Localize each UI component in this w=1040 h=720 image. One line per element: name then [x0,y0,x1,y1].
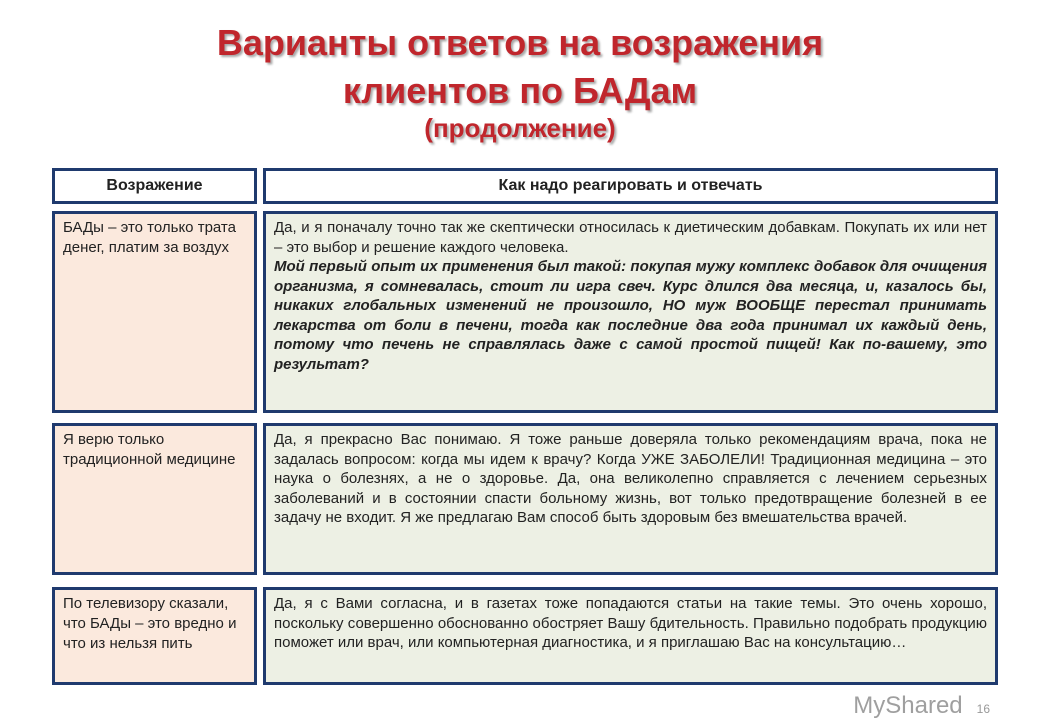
answer-1-text: Да, и я поначалу точно так же скептически относилась к диетическим добавкам. Покупать их или нет – это выбор и решение каждого человека. [274,219,987,256]
title-line-3: (продолжение) [424,113,616,143]
footer [52,692,998,720]
objection-2: Я верю только традиционной медицине [52,423,257,575]
header-objection: Возражение [52,168,257,204]
answer-2: Да, я прекрасно Вас понимаю. Я тоже раньше доверяла только рекомендациям врача, пока не задалась вопросом: когда мы идем к врачу? Когда УЖЕ ЗАБОЛЕЛИ! Традиционная медицина – это наука о болезнях, а не о здоровье. Да, она великолепно справляется с лечением серьезных заболеваний и в состоянии спасти больному жизнь, вот только предотвращение болезней в ее задачу не входит. Я же предлагаю Вам способ быть здоровым без вмешательства врачей. [263,423,998,575]
objection-3: По телевизору сказали, что БАДы – это вредно и что из нельзя пить [52,587,257,685]
title-line-2: клиентов по БАДам [342,70,698,111]
answer-1-bold: Мой первый опыт их применения был такой: покупая мужу комплекс добавок для очищения организма, я сомневалась, стоит ли игра свеч. Курс длился два месяца, и, казалось бы, никаких глобальных изменений не произошло, НО муж ВООБЩЕ перестал принимать лекарства от боли в печени, тогда как последние два года принимал их каждый день, потому что печень не справлялась даже с самой простой пищей! Как по-вашему, это результат? [274,258,987,373]
page-number: 16 [976,702,990,716]
header-response: Как надо реагировать и отвечать [263,168,998,204]
answer-3: Да, я с Вами согласна, и в газетах тоже попадаются статьи на такие темы. Это очень хорошо, поскольку совершенно обоснованно обостряет Вашу бдительность. Правильно подобрать продукцию поможет или врач, или компьютерная диагностика, и я приглашаю Вас на консультацию… [263,587,998,685]
objection-1: БАДы – это только трата денег, платим за воздух [52,211,257,413]
watermark-logo: MyShared [853,692,963,719]
title-line-1: Варианты ответов на возражения [216,22,824,63]
answer-1 [263,211,998,413]
objections-table [52,168,998,720]
